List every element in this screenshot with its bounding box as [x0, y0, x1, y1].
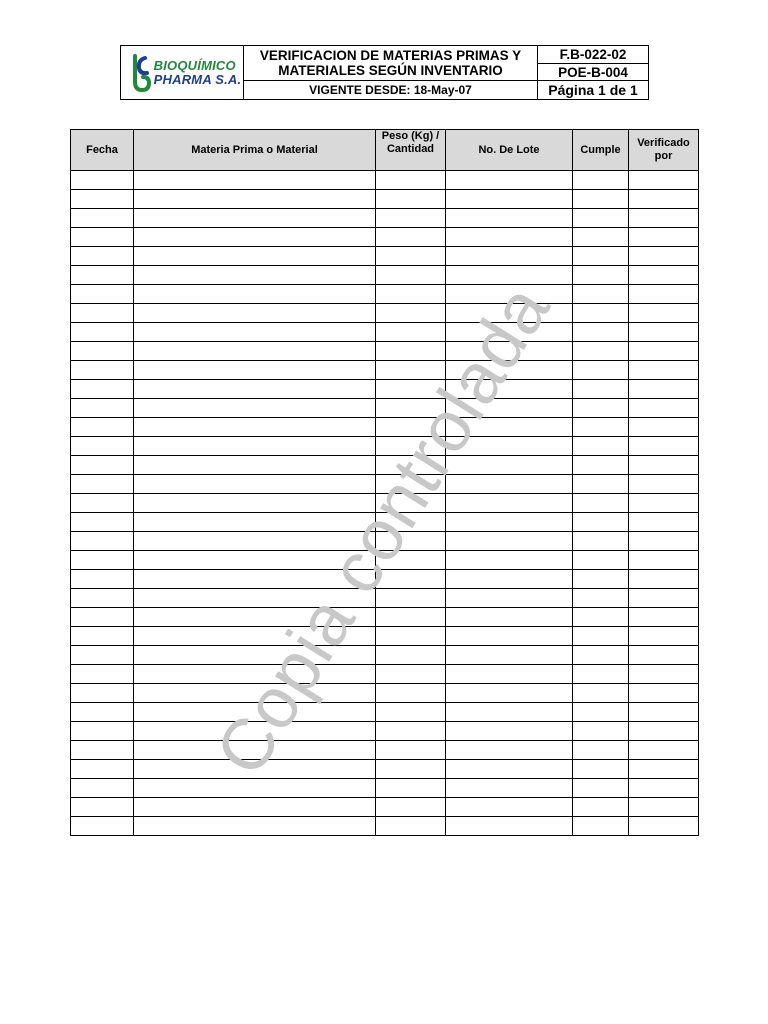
table-cell[interactable] — [573, 760, 629, 779]
table-cell[interactable] — [629, 684, 699, 703]
table-row — [71, 703, 699, 722]
table-cell[interactable] — [71, 646, 134, 665]
table-cell[interactable] — [71, 665, 134, 684]
table-cell[interactable] — [71, 361, 134, 380]
company-logo — [121, 46, 244, 99]
table-cell[interactable] — [376, 627, 446, 646]
table-cell[interactable] — [629, 570, 699, 589]
table-cell[interactable] — [134, 399, 376, 418]
table-cell[interactable] — [573, 209, 629, 228]
table-row — [71, 646, 699, 665]
table-cell[interactable] — [71, 285, 134, 304]
table-cell[interactable] — [446, 817, 573, 836]
table-cell[interactable] — [376, 475, 446, 494]
table-row — [71, 608, 699, 627]
table-cell[interactable] — [376, 361, 446, 380]
table-cell[interactable] — [573, 532, 629, 551]
table-cell[interactable] — [376, 570, 446, 589]
table-cell[interactable] — [446, 703, 573, 722]
table-cell[interactable] — [446, 608, 573, 627]
table-cell[interactable] — [629, 418, 699, 437]
table-cell[interactable] — [446, 418, 573, 437]
table-cell[interactable] — [573, 627, 629, 646]
table-cell[interactable] — [376, 741, 446, 760]
table-cell[interactable] — [376, 323, 446, 342]
table-cell[interactable] — [376, 285, 446, 304]
table-row — [71, 779, 699, 798]
table-cell[interactable] — [71, 266, 134, 285]
table-row — [71, 627, 699, 646]
table-cell[interactable] — [71, 703, 134, 722]
table-cell[interactable] — [446, 570, 573, 589]
table-cell[interactable] — [446, 456, 573, 475]
table-row — [71, 399, 699, 418]
table-cell[interactable] — [134, 209, 376, 228]
table-cell[interactable] — [376, 665, 446, 684]
table-cell[interactable] — [376, 779, 446, 798]
table-cell[interactable] — [376, 437, 446, 456]
table-cell[interactable] — [134, 608, 376, 627]
table-cell[interactable] — [446, 361, 573, 380]
table-cell[interactable] — [629, 817, 699, 836]
table-cell[interactable] — [573, 228, 629, 247]
table-cell[interactable] — [71, 399, 134, 418]
table-cell[interactable] — [446, 494, 573, 513]
table-row — [71, 665, 699, 684]
table-cell[interactable] — [573, 285, 629, 304]
logo-text-pharma: PHARMA S.A. — [153, 71, 242, 87]
table-row — [71, 342, 699, 361]
table-cell[interactable] — [573, 684, 629, 703]
table-cell[interactable] — [134, 684, 376, 703]
table-cell[interactable] — [629, 475, 699, 494]
table-cell[interactable] — [71, 513, 134, 532]
table-cell[interactable] — [376, 513, 446, 532]
table-body — [71, 171, 699, 836]
column-header-lote: No. De Lote — [446, 130, 573, 171]
document-title-line1: VERIFICACION DE MATERIAS PRIMAS Y — [259, 48, 522, 63]
table-cell[interactable] — [446, 779, 573, 798]
table-cell[interactable] — [629, 304, 699, 323]
table-cell[interactable] — [71, 760, 134, 779]
table-cell[interactable] — [446, 551, 573, 570]
table-row — [71, 475, 699, 494]
table-cell[interactable] — [446, 304, 573, 323]
table-cell[interactable] — [376, 817, 446, 836]
column-header-cumple: Cumple — [573, 130, 629, 171]
table-cell[interactable] — [629, 665, 699, 684]
table-cell[interactable] — [629, 342, 699, 361]
table-cell[interactable] — [446, 380, 573, 399]
table-cell[interactable] — [446, 741, 573, 760]
bioquimico-logo-icon — [127, 52, 153, 94]
table-row — [71, 209, 699, 228]
table-cell[interactable] — [629, 551, 699, 570]
table-cell[interactable] — [629, 171, 699, 190]
table-cell[interactable] — [71, 247, 134, 266]
table-cell[interactable] — [629, 285, 699, 304]
table-cell[interactable] — [629, 779, 699, 798]
procedure-code: POE-B-004 — [538, 64, 648, 81]
table-cell[interactable] — [573, 342, 629, 361]
table-cell[interactable] — [573, 570, 629, 589]
table-cell[interactable] — [376, 342, 446, 361]
table-cell[interactable] — [134, 817, 376, 836]
table-cell[interactable] — [573, 703, 629, 722]
table-cell[interactable] — [134, 228, 376, 247]
table-cell[interactable] — [573, 513, 629, 532]
table-row — [71, 817, 699, 836]
table-cell[interactable] — [573, 361, 629, 380]
table-cell[interactable] — [629, 741, 699, 760]
table-cell[interactable] — [134, 703, 376, 722]
table-cell[interactable] — [629, 513, 699, 532]
table-row — [71, 190, 699, 209]
table-cell[interactable] — [376, 703, 446, 722]
table-cell[interactable] — [134, 171, 376, 190]
table-cell[interactable] — [71, 304, 134, 323]
table-cell[interactable] — [446, 209, 573, 228]
table-cell[interactable] — [446, 285, 573, 304]
table-row — [71, 171, 699, 190]
column-header-materia: Materia Prima o Material — [134, 130, 376, 171]
table-cell[interactable] — [446, 475, 573, 494]
table-cell[interactable] — [573, 817, 629, 836]
table-row — [71, 722, 699, 741]
table-cell[interactable] — [134, 513, 376, 532]
table-cell[interactable] — [134, 760, 376, 779]
column-header-peso: Peso (Kg) / Cantidad — [376, 130, 446, 171]
table-cell[interactable] — [376, 171, 446, 190]
table-cell[interactable] — [573, 323, 629, 342]
table-cell[interactable] — [573, 665, 629, 684]
table-row — [71, 494, 699, 513]
table-cell[interactable] — [629, 361, 699, 380]
table-cell[interactable] — [71, 437, 134, 456]
table-row — [71, 380, 699, 399]
table-cell[interactable] — [446, 646, 573, 665]
table-row — [71, 741, 699, 760]
table-cell[interactable] — [573, 494, 629, 513]
table-row — [71, 437, 699, 456]
table-cell[interactable] — [71, 494, 134, 513]
table-row — [71, 228, 699, 247]
column-header-verificado: Verificado por — [629, 130, 699, 171]
table-cell[interactable] — [376, 760, 446, 779]
table-row — [71, 760, 699, 779]
table-cell[interactable] — [71, 684, 134, 703]
table-cell[interactable] — [134, 551, 376, 570]
table-cell[interactable] — [134, 779, 376, 798]
table-cell[interactable] — [573, 380, 629, 399]
table-cell[interactable] — [134, 323, 376, 342]
table-cell[interactable] — [71, 627, 134, 646]
page-number: Página 1 de 1 — [548, 82, 638, 98]
table-row — [71, 589, 699, 608]
table-cell[interactable] — [629, 627, 699, 646]
document-title — [244, 46, 537, 81]
table-cell[interactable] — [134, 741, 376, 760]
table-cell[interactable] — [71, 779, 134, 798]
table-row — [71, 323, 699, 342]
logo-text-bioquimico: BIOQUÍMICO — [153, 57, 236, 73]
column-header-fecha: Fecha — [71, 130, 134, 171]
table-cell[interactable] — [446, 247, 573, 266]
table-cell[interactable] — [629, 266, 699, 285]
table-cell[interactable] — [573, 171, 629, 190]
table-cell[interactable] — [71, 209, 134, 228]
table-cell[interactable] — [629, 209, 699, 228]
table-cell[interactable] — [134, 380, 376, 399]
table-cell[interactable] — [71, 380, 134, 399]
table-cell[interactable] — [629, 228, 699, 247]
table-cell[interactable] — [629, 437, 699, 456]
table-row — [71, 570, 699, 589]
table-row — [71, 361, 699, 380]
table-cell[interactable] — [376, 798, 446, 817]
table-row — [71, 513, 699, 532]
inventory-table — [70, 129, 699, 836]
table-cell[interactable] — [629, 380, 699, 399]
table-cell[interactable] — [376, 494, 446, 513]
table-row — [71, 798, 699, 817]
table-cell[interactable] — [71, 418, 134, 437]
table-row — [71, 304, 699, 323]
table-cell[interactable] — [71, 342, 134, 361]
table-cell[interactable] — [629, 494, 699, 513]
table-cell[interactable] — [376, 209, 446, 228]
table-cell[interactable] — [71, 817, 134, 836]
table-cell[interactable] — [446, 722, 573, 741]
table-cell[interactable] — [629, 247, 699, 266]
table-cell[interactable] — [629, 190, 699, 209]
table-cell[interactable] — [134, 722, 376, 741]
table-cell[interactable] — [134, 285, 376, 304]
table-cell[interactable] — [134, 589, 376, 608]
table-cell[interactable] — [71, 722, 134, 741]
table-cell[interactable] — [71, 190, 134, 209]
table-cell[interactable] — [446, 627, 573, 646]
table-cell[interactable] — [629, 703, 699, 722]
table-cell[interactable] — [573, 399, 629, 418]
table-cell[interactable] — [376, 380, 446, 399]
table-cell[interactable] — [376, 551, 446, 570]
table-cell[interactable] — [446, 323, 573, 342]
table-cell[interactable] — [71, 589, 134, 608]
table-cell[interactable] — [134, 437, 376, 456]
table-cell[interactable] — [573, 475, 629, 494]
table-cell[interactable] — [573, 646, 629, 665]
table-cell[interactable] — [134, 494, 376, 513]
table-cell[interactable] — [376, 456, 446, 475]
table-cell[interactable] — [376, 722, 446, 741]
table-cell[interactable] — [376, 304, 446, 323]
table-row — [71, 285, 699, 304]
table-cell[interactable] — [629, 798, 699, 817]
form-code: F.B-022-02 — [538, 46, 648, 64]
table-cell[interactable] — [71, 228, 134, 247]
table-cell[interactable] — [446, 684, 573, 703]
table-cell[interactable] — [134, 247, 376, 266]
table-cell[interactable] — [573, 779, 629, 798]
table-cell[interactable] — [573, 266, 629, 285]
table-cell[interactable] — [71, 475, 134, 494]
table-cell[interactable] — [573, 608, 629, 627]
table-cell[interactable] — [376, 190, 446, 209]
table-cell[interactable] — [71, 171, 134, 190]
table-cell[interactable] — [573, 741, 629, 760]
table-cell[interactable] — [134, 627, 376, 646]
table-cell[interactable] — [629, 608, 699, 627]
document-title-line2: MATERIALES SEGÚN INVENTARIO — [278, 63, 503, 78]
table-cell[interactable] — [573, 798, 629, 817]
table-cell[interactable] — [134, 475, 376, 494]
table-cell[interactable] — [134, 342, 376, 361]
table-cell[interactable] — [134, 304, 376, 323]
table-cell[interactable] — [376, 418, 446, 437]
table-cell[interactable] — [71, 323, 134, 342]
table-cell[interactable] — [134, 646, 376, 665]
table-cell[interactable] — [573, 437, 629, 456]
table-cell[interactable] — [573, 456, 629, 475]
valid-from: VIGENTE DESDE: 18-May-07 — [309, 83, 472, 97]
table-cell[interactable] — [573, 589, 629, 608]
table-cell[interactable] — [629, 323, 699, 342]
table-row — [71, 456, 699, 475]
table-cell[interactable] — [629, 532, 699, 551]
table-cell[interactable] — [629, 456, 699, 475]
table-cell[interactable] — [446, 532, 573, 551]
table-cell[interactable] — [134, 532, 376, 551]
table-cell[interactable] — [446, 589, 573, 608]
table-cell[interactable] — [134, 418, 376, 437]
table-cell[interactable] — [573, 551, 629, 570]
table-cell[interactable] — [376, 608, 446, 627]
table-cell[interactable] — [573, 722, 629, 741]
table-cell[interactable] — [134, 190, 376, 209]
table-cell[interactable] — [446, 665, 573, 684]
table-cell[interactable] — [446, 342, 573, 361]
table-cell[interactable] — [629, 399, 699, 418]
table-row — [71, 532, 699, 551]
table-cell[interactable] — [71, 741, 134, 760]
table-cell[interactable] — [446, 228, 573, 247]
table-cell[interactable] — [376, 589, 446, 608]
table-cell[interactable] — [71, 532, 134, 551]
table-header-row — [71, 130, 699, 171]
table-cell[interactable] — [134, 665, 376, 684]
table-row — [71, 684, 699, 703]
table-cell[interactable] — [629, 722, 699, 741]
table-cell[interactable] — [573, 247, 629, 266]
table-cell[interactable] — [446, 798, 573, 817]
table-row — [71, 418, 699, 437]
table-row — [71, 266, 699, 285]
table-cell[interactable] — [134, 361, 376, 380]
table-cell[interactable] — [446, 437, 573, 456]
watermark: Copia controlada — [200, 271, 566, 789]
table-cell[interactable] — [376, 228, 446, 247]
document-header — [120, 45, 649, 100]
table-cell[interactable] — [573, 418, 629, 437]
table-cell[interactable] — [71, 551, 134, 570]
table-cell[interactable] — [446, 171, 573, 190]
table-cell[interactable] — [446, 190, 573, 209]
table-cell[interactable] — [71, 456, 134, 475]
table-cell[interactable] — [134, 266, 376, 285]
table-cell[interactable] — [134, 798, 376, 817]
table-cell[interactable] — [376, 399, 446, 418]
table-cell[interactable] — [573, 190, 629, 209]
table-cell[interactable] — [134, 456, 376, 475]
table-cell[interactable] — [376, 684, 446, 703]
table-cell[interactable] — [134, 570, 376, 589]
table-cell[interactable] — [629, 760, 699, 779]
table-cell[interactable] — [446, 399, 573, 418]
table-cell[interactable] — [376, 532, 446, 551]
table-cell[interactable] — [71, 570, 134, 589]
table-cell[interactable] — [446, 266, 573, 285]
table-cell[interactable] — [71, 608, 134, 627]
table-cell[interactable] — [446, 513, 573, 532]
table-row — [71, 551, 699, 570]
table-cell[interactable] — [629, 646, 699, 665]
table-cell[interactable] — [376, 247, 446, 266]
table-row — [71, 247, 699, 266]
table-cell[interactable] — [71, 798, 134, 817]
table-cell[interactable] — [629, 589, 699, 608]
table-cell[interactable] — [446, 760, 573, 779]
table-cell[interactable] — [376, 646, 446, 665]
table-cell[interactable] — [376, 266, 446, 285]
table-cell[interactable] — [573, 304, 629, 323]
